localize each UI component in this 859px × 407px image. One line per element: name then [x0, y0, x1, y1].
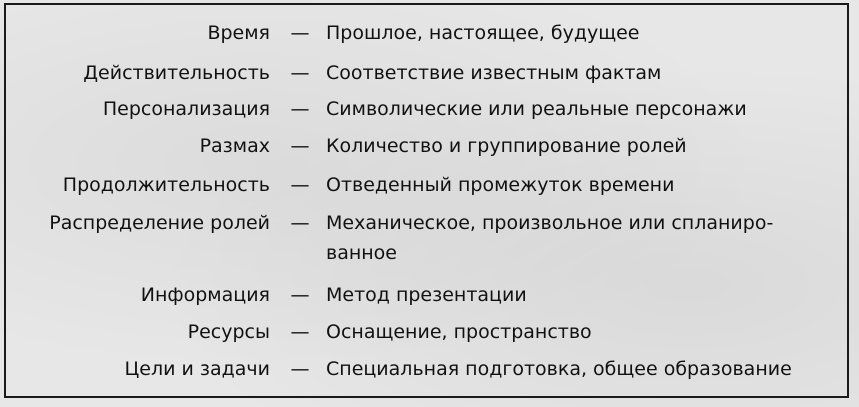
row-definition-line-2: ванное	[326, 242, 397, 264]
row-term: Цели и задачи	[124, 358, 270, 380]
table-row	[0, 208, 859, 264]
row-definition-line-1: Механическое, произвольное или спланиро-	[326, 212, 774, 234]
row-term: Распределение ролей	[49, 212, 270, 234]
table-row	[0, 317, 859, 347]
row-term: Действительность	[83, 62, 270, 84]
row-dash: —	[290, 358, 310, 380]
row-term: Продолжительность	[62, 174, 270, 196]
row-dash: —	[290, 98, 310, 120]
row-dash: —	[290, 135, 310, 157]
row-term: Информация	[140, 284, 270, 306]
row-dash: —	[290, 321, 310, 343]
table-row	[0, 170, 859, 200]
row-term: Персонализация	[102, 98, 270, 120]
row-definition: Соответствие известным фактам	[326, 62, 662, 84]
row-dash: —	[290, 174, 310, 196]
row-term: Ресурсы	[187, 321, 270, 343]
row-definition: Прошлое, настоящее, будущее	[326, 22, 640, 44]
row-dash: —	[290, 284, 310, 306]
row-term: Время	[207, 22, 270, 44]
row-definition: Количество и группирование ролей	[326, 135, 687, 157]
row-dash: —	[290, 22, 310, 44]
row-dash: —	[290, 62, 310, 84]
table-row	[0, 58, 859, 88]
row-definition	[326, 208, 826, 268]
row-definition: Отведенный промежуток времени	[326, 174, 675, 196]
row-definition: Метод презентации	[326, 284, 527, 306]
row-definition: Оснащение, пространство	[326, 321, 592, 343]
table-row	[0, 94, 859, 124]
table-row	[0, 280, 859, 310]
row-definition: Символические или реальные персонажи	[326, 98, 747, 120]
table-row	[0, 131, 859, 161]
row-definition: Специальная подготовка, общее образование	[326, 358, 792, 380]
table-row	[0, 354, 859, 384]
table-row	[0, 18, 859, 48]
row-term: Размах	[199, 135, 270, 157]
row-dash: —	[290, 212, 310, 234]
